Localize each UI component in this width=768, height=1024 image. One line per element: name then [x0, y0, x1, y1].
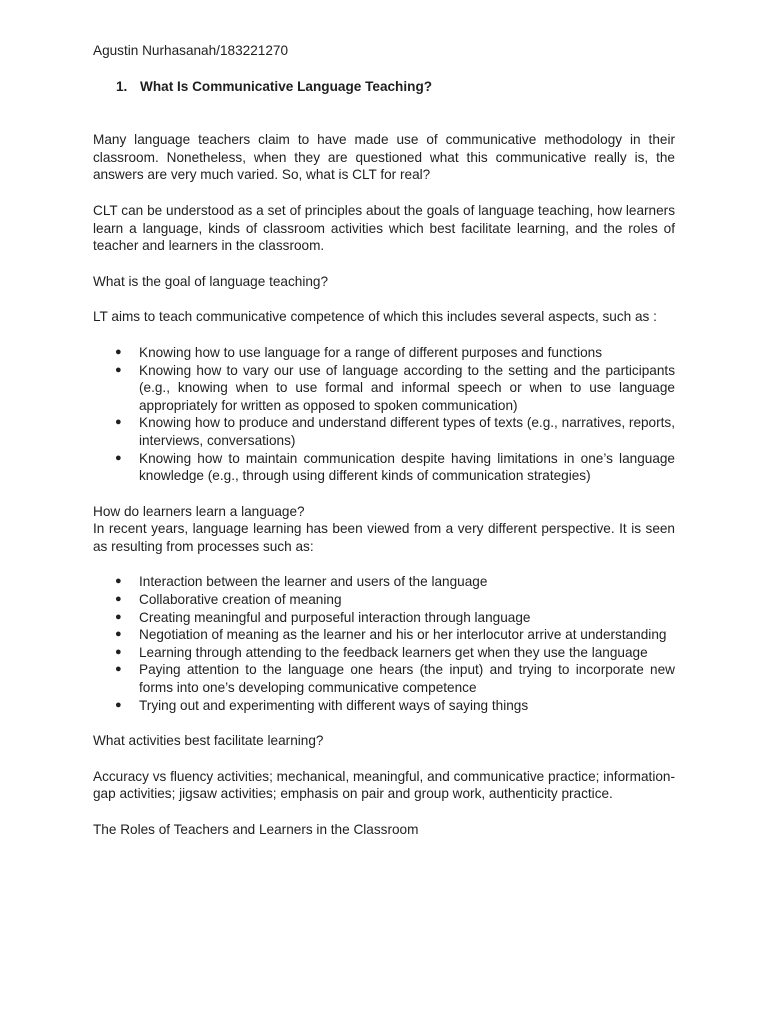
list-item: ● Knowing how to produce and understand different types of texts (e.g., narratives, reports, interviews, conversations) — [115, 415, 675, 448]
document-body — [93, 42, 675, 839]
learn-question: How do learners learn a language? — [93, 503, 305, 519]
bullet-icon: ● — [115, 575, 122, 588]
list-item: ● Knowing how to use language for a range of different purposes and functions — [115, 344, 603, 360]
activities-answer: Accuracy vs fluency activities; mechanical, meaningful, and communicative practice; information-gap activities; jigsaw activities; emphasis on pair and group work, authenticity practice. — [93, 768, 675, 802]
list-item: ● Knowing how to vary our use of language according to the setting and the participants (e.g., knowing when to use formal and informal speech or when to use language appropriately for written as opposed to spoken communication) — [115, 362, 675, 413]
list-item: ● Negotiation of meaning as the learner and his or her interlocutor arrive at understanding — [115, 627, 667, 643]
intro-paragraph: Many language teachers claim to have made use of communicative methodology in their classroom. Nonetheless, when they are questioned what this communicative really is, the answers are very much varied. So, what is CLT for real? — [93, 132, 675, 183]
list-item: ● Interaction between the learner and users of the language — [115, 574, 488, 590]
bullet-icon: ● — [115, 345, 122, 358]
list-item: ● Creating meaningful and purposeful interaction through language — [115, 609, 531, 625]
goal-question: What is the goal of language teaching? — [93, 273, 329, 289]
learning-processes-list — [93, 573, 675, 714]
bullet-icon: ● — [115, 628, 122, 641]
list-item: ● Trying out and experimenting with different ways of saying things — [115, 697, 529, 713]
learn-answer: In recent years, language learning has been viewed from a very different perspective. It is seen as resulting from processes such as: — [93, 521, 675, 554]
bullet-icon: ● — [115, 645, 122, 658]
bullet-icon: ● — [115, 451, 122, 464]
bullet-icon: ● — [115, 416, 122, 429]
goal-answer: LT aims to teach communicative competence of which this includes several aspects, such as : — [93, 309, 657, 325]
definition-paragraph: CLT can be understood as a set of principles about the goals of language teaching, how learners learn a language, kinds of classroom activities which best facilitate learning, and the roles of teacher and learners in the classroom. — [93, 202, 675, 254]
section-heading — [93, 78, 675, 96]
section-number: 1. — [116, 78, 128, 94]
list-item: ● Paying attention to the language one hears (the input) and trying to incorporate new forms into one’s developing communicative competence — [115, 662, 675, 696]
activities-question: What activities best facilitate learning? — [93, 733, 324, 749]
bullet-icon: ● — [115, 363, 122, 376]
bullet-icon: ● — [115, 593, 122, 606]
bullet-icon: ● — [115, 663, 122, 676]
bullet-icon: ● — [115, 698, 122, 711]
bullet-icon: ● — [115, 610, 122, 623]
competence-aspects-list — [93, 344, 675, 485]
list-item: ● Collaborative creation of meaning — [115, 592, 342, 608]
roles-heading: The Roles of Teachers and Learners in the Classroom — [93, 822, 419, 837]
section-title: What Is Communicative Language Teaching? — [140, 78, 433, 94]
list-item: ● Learning through attending to the feedback learners get when they use the language — [115, 644, 648, 660]
author-line: Agustin Nurhasanah/183221270 — [93, 43, 288, 58]
list-item: ● Knowing how to maintain communication despite having limitations in one’s language knowledge (e.g., through using different kinds of communication strategies) — [115, 450, 675, 484]
